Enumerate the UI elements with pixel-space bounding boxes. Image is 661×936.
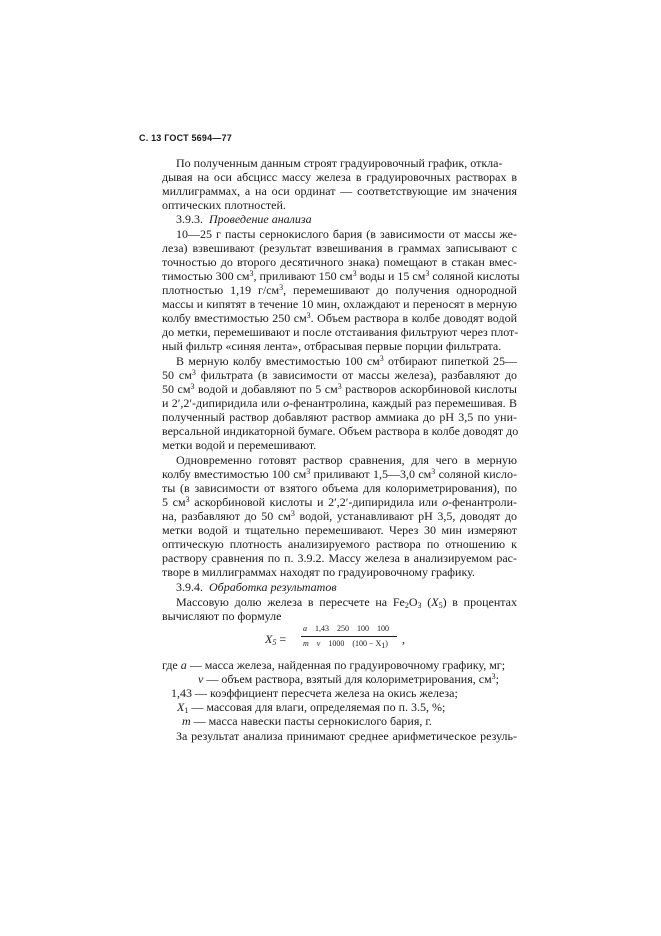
para3-line-7: метки водой и перемешивают. — [162, 438, 317, 452]
formula-lhs: $X_5$ = — [265, 632, 287, 647]
section-number: 3.9.3. — [176, 212, 203, 226]
para4-line-2: колбу вместимостью 100 $см^3$ приливают 1,5—3,0 $см^3$ соляной кисло- — [162, 467, 517, 481]
formula-x5 — [265, 624, 415, 654]
para4-line-6: метки водой и тщательно перемешивают. Через 30 мин измеряют — [162, 523, 517, 537]
para2-line-9: ный фильтр «синяя лента», отбрасывая первые порции фильтрата. — [162, 339, 502, 353]
para5-line-1: Массовую долю железа в пересчете на $Fe_2O_3$ $(X_5)$ в процентах — [176, 595, 517, 610]
section-number: 3.9.4. — [176, 580, 203, 594]
para4-line-1: Одновременно готовят раствор сравнения, для чего в мерную — [176, 453, 517, 467]
page-header: С. 13 ГОСТ 5694—77 — [139, 133, 232, 143]
formula-numerator: a 1,43 250 100 100 — [303, 624, 389, 633]
formula-comma: , — [402, 632, 405, 646]
para3-line-2: 50 $см^3$ фильтрата (в зависимости от массы железа), разбавляют до — [162, 368, 517, 382]
section-title: Обработка результатов — [209, 580, 337, 594]
para6-line-1: За результат анализа принимают среднее арифметическое резуль- — [176, 729, 517, 743]
fraction-bar — [301, 636, 397, 637]
legend-m: m — масса навески пасты сернокислого бария, г. — [182, 714, 432, 728]
para2-line-3: точностью до второго десятичного знака) помещают в стакан вмес- — [162, 255, 517, 269]
para2-line-7: колбу вместимостью 250 $см^3$. Объем раствора в колбе доводят водой — [162, 311, 517, 325]
section-title: Проведение анализа — [209, 212, 312, 226]
legend-coef: 1,43 — коэффициент пересчета железа на окись железа; — [171, 686, 458, 700]
para4-line-7: оптическую плотность анализируемого раствора по отношению к — [162, 537, 517, 551]
para3-line-6: версальной индикаторной бумаге. Объем раствора в колбе доводят до — [162, 424, 519, 438]
para2-line-5: плотностью 1,19 $г/см^3$, перемешивают до получения однородной — [162, 283, 517, 297]
para4-line-3: ты (в зависимости от взятого объема для колориметрирования), по — [162, 481, 517, 495]
para4-line-8: раствору сравнения по п. 3.9.2. Массу железа в анализируемом рас- — [162, 551, 517, 565]
para2-line-6: массы и кипятят в течение 10 мин, охлаждают и переносят в мерную — [162, 297, 517, 311]
section-3-9-4-heading — [176, 580, 337, 594]
para2-line-1: 10—25 г пасты сернокислого бария (в зависимости от массы же- — [176, 227, 517, 241]
para2-line-8: до метки, перемешивают и после отстаивания фильтруют через плот- — [162, 325, 519, 339]
section-3-9-3-heading — [176, 212, 312, 226]
legend-a: где a — масса железа, найденная по градуировочному графику, мг; — [162, 658, 506, 672]
para3-line-1: В мерную колбу вместимостью 100 $см^3$ отбирают пипеткой 25— — [176, 354, 517, 368]
para2-line-2: леза) взвешивают (результат взвешивания в граммах записывают с — [162, 241, 517, 255]
para1-line-1: По полученным данным строят градуировочный график, откла- — [176, 156, 503, 170]
para3-line-4: и 2′,2′-дипиридила или о-фенантролина, каждый раз перемешивая. В — [162, 396, 517, 410]
para3-line-5: полученный раствор добавляют раствор аммиака до pH 3,5 по уни- — [162, 410, 517, 424]
formula-denominator: m v 1000 $(100 - X_1)$ — [303, 639, 388, 650]
legend-v: v — объем раствора, взятый для колориметрирования, $см^3$; — [198, 672, 499, 686]
para3-line-3: 50 $см^3$ водой и добавляют по 5 $см^3$ растворов аскорбиновой кислоты — [162, 382, 517, 396]
para1-line-3: миллиграммах, а на оси ординат — соответствующие им значения — [162, 184, 517, 198]
para4-line-4: 5 $см^3$ аскорбиновой кислоты и 2′,2′-дипиридила или о-фенантроли- — [162, 495, 517, 509]
para4-line-9: творе в миллиграммах находят по градуировочному графику. — [162, 565, 475, 579]
para2-line-4: тимостью 300 $см^3$, приливают 150 $см^3$ воды и 15 $см^3$ соляной кислоты — [162, 269, 520, 283]
para5-line-2: вычисляют по формуле — [162, 609, 282, 623]
para1-line-2: дывая на оси абсцисс массу железа в градуировочных растворах в — [162, 170, 517, 184]
legend-x1: $X_1$ — массовая для влаги, определяемая по п. 3.5, %; — [177, 700, 446, 715]
para1-line-4: оптических плотностей. — [162, 198, 286, 212]
para4-line-5: на, разбавляют до 50 $см^3$ водой, устанавливают pH 3,5, доводят до — [162, 509, 518, 523]
